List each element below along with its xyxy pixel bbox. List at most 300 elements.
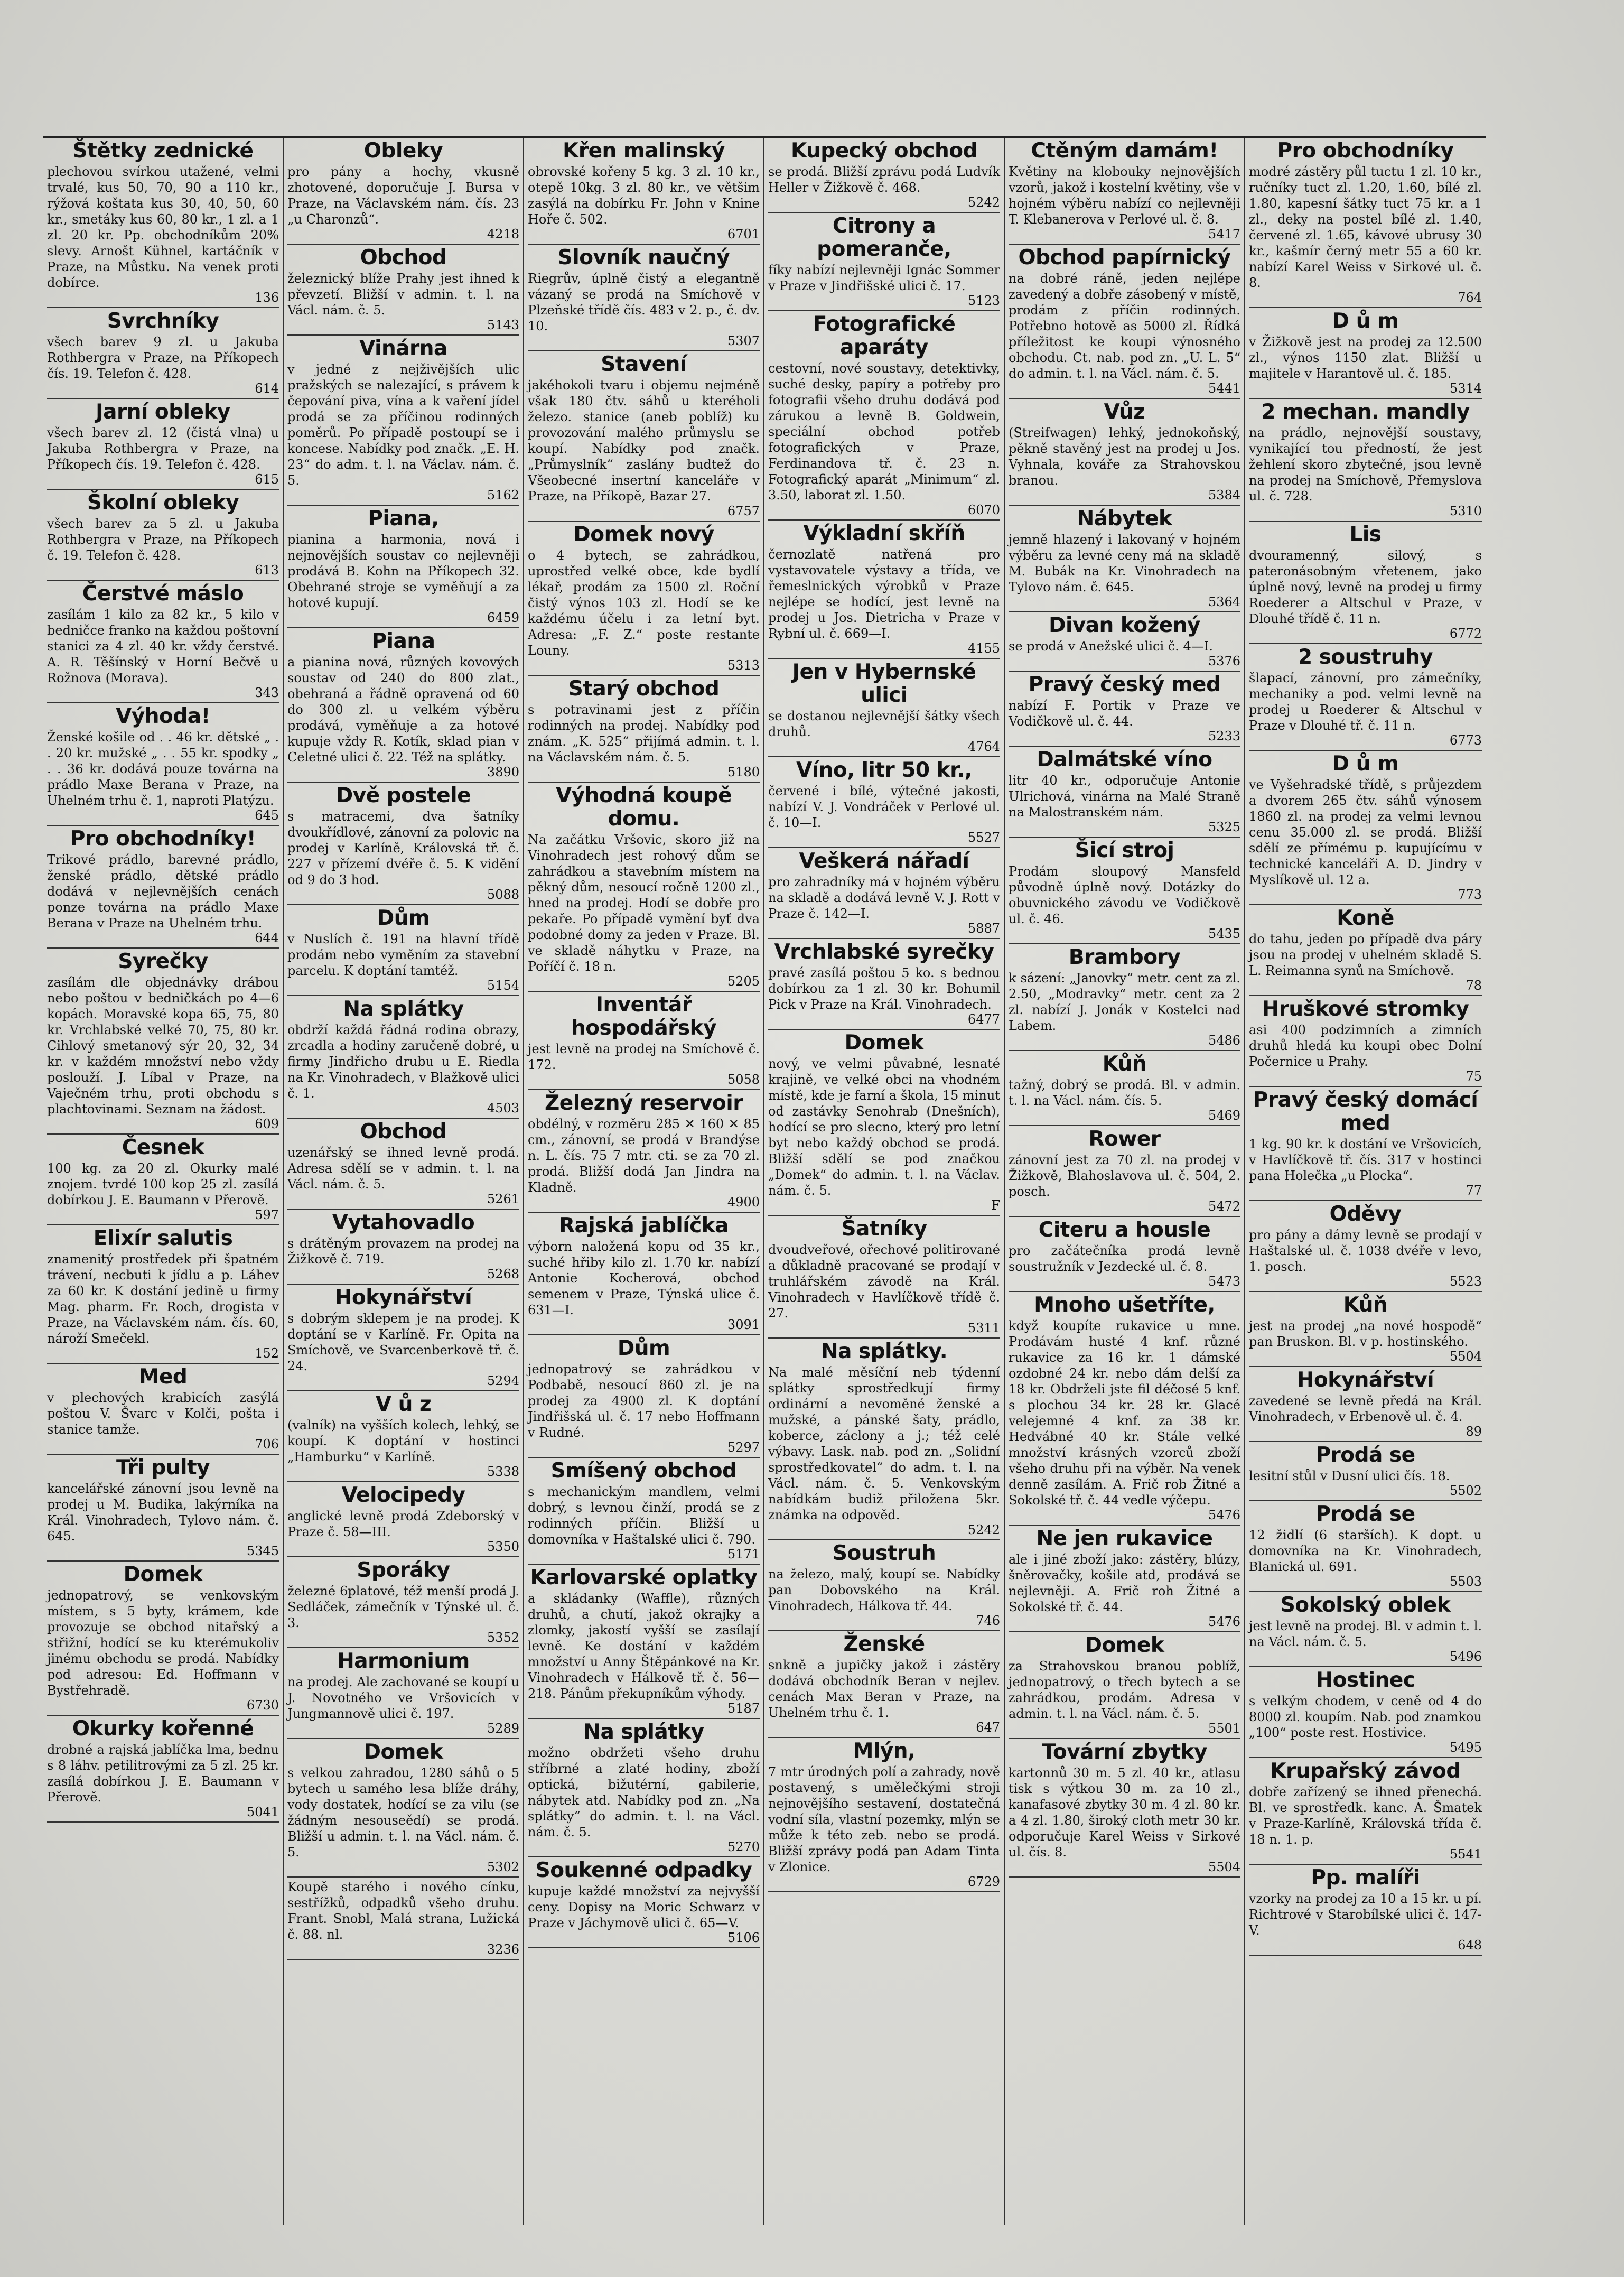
- classified-ad: [528, 1090, 760, 1213]
- ad-text: Ženské košile od . . 46 kr. dětské „ . . 20 kr. mužské „ . . 55 kr. spodky „ . . 36 kr. dodává pouze továrna na prádlo Maxe Berana v Praze, na Uhelném trhu č. 1, naproti Platýzu.: [47, 730, 279, 808]
- ad-heading: Harmonium: [337, 1649, 470, 1673]
- ad-number: 6701: [727, 227, 760, 241]
- classified-ad: [528, 1458, 760, 1565]
- ad-heading: Sokolský oblek: [1280, 1593, 1451, 1617]
- ad-heading: Hokynářství: [334, 1286, 472, 1309]
- ad-text: jest levně na prodej. Bl. v admin t. l. na Václ. nám. č. 5.: [1249, 1619, 1482, 1649]
- ad-text: lesitní stůl v Dusní ulici čís. 18.: [1249, 1469, 1450, 1483]
- classified-ad: [1249, 1501, 1482, 1592]
- ad-heading: Ne jen rukavice: [1036, 1527, 1213, 1550]
- classified-ad: [1009, 1632, 1240, 1739]
- ad-heading: Domek: [363, 1740, 443, 1764]
- ad-text: vzorky na prodej za 10 a 15 kr. u pí. Richtrové v Starobílské ulici č. 147-V.: [1249, 1891, 1482, 1938]
- ad-number: 746: [976, 1613, 1000, 1628]
- classified-ad: [47, 1364, 279, 1455]
- ad-number: 5270: [727, 1839, 760, 1854]
- ad-heading: Obchod papírnický: [1018, 246, 1231, 269]
- ad-text: nabízí F. Portik v Praze ve Vodičkově ul. č. 44.: [1009, 698, 1240, 729]
- classified-ad: [768, 138, 1000, 213]
- classified-ad: [1009, 1292, 1240, 1526]
- ad-text: obrovské kořeny 5 kg. 3 zl. 10 kr., otepě 10kg. 3 zl. 80 kr., ve většim zasýlá na dobírku Fr. John v Knine Hoře č. 502.: [528, 164, 760, 227]
- ad-number: 5496: [1449, 1649, 1482, 1664]
- ad-number: 609: [255, 1117, 279, 1131]
- ad-number: 5302: [487, 1860, 519, 1874]
- ad-text: jednopatrový se zahrádkou v Podbabě, nesoucí 860 zl. je na prodej za 4900 zl. K doptání Jindřišská ul. č. 17 nebo Hoffmann v Rudné.: [528, 1362, 760, 1440]
- ad-text: jemně hlazený i lakovaný v hojném výběru za levné ceny má na skladě M. Bubák na Kr. Vinohradech na Tylovo nám. č. 645.: [1009, 532, 1240, 594]
- ad-text: Na malé měsíční neb týdenní splátky sprostředkují firmy ordinární a nevoměné ženské a mužské, a pánské šaty, prádlo, koberce, záclony a j.; též celé výbavy. Lask. nab. pod zn. „Solidní sprostředkovatel“ do adm. t. l. na Václ. nám. č. 5. Venkovským nabídkám budiž přiložena 5kr. známka na odpověd.: [768, 1365, 1000, 1522]
- ad-text: v Žižkově jest na prodej za 12.500 zl., výnos 1150 zlat. Bližší u majitele v Harantově ul. č. 185.: [1249, 334, 1482, 381]
- ad-text: zavedené se levně předá na Král. Vinohradech, v Erbenově ul. č. 4.: [1249, 1393, 1482, 1424]
- ad-text: šlapací, zánovní, pro zámečníky, mechaniky a pod. velmi levně na prodej u Roederer & Altschul v Praze v Dlouhé tř. č. 11 n.: [1249, 671, 1482, 733]
- ad-heading: Víno, litr 50 kr.,: [796, 758, 972, 782]
- ad-text: s velkou zahradou, 1280 sáhů o 5 bytech u samého lesa blíže dráhy, vody dostatek, hodící se za vilu (se žádným nesouseědí) se prodá. Bližší u admin. t. l. na Václ. nám. č. 5.: [287, 1765, 519, 1860]
- ad-text: jakéhokoli tvaru i objemu nejméně však 180 čtv. sáhů u kteréholi železo. stanice (aneb poblíž) ku provozování malého průmyslu se koupí. Nabídky pod značk. „Průmyslník“ zaslány budtež do Všeobecné insertní kanceláře v Praze, na Příkopě, Bazar 27.: [528, 378, 760, 504]
- ad-heading: Pp. malíři: [1311, 1866, 1420, 1890]
- classified-ad: [768, 1738, 1000, 1892]
- classified-ad: [1249, 996, 1482, 1087]
- ad-text: a skládanky (Waffle), různých druhů, a chutí, jakož okrajky a zlomky, jakostí vyšší se zasílají levně. Ke dostání v každém množství u Anny Štěpánkové na Kr. Vinohradech v Hálkově tř. č. 56—218. Pánům překupníkům výhody.: [528, 1591, 760, 1701]
- ad-text: na prodej. Ale zachované se koupí u J. Novotného ve Vršovicích v Jungmannově ulici č. 197.: [287, 1675, 519, 1721]
- classified-ad: [1249, 1292, 1482, 1367]
- ad-heading: Šicí stroj: [1075, 839, 1174, 862]
- ad-text: pravé zasílá poštou 5 ko. s bednou dobírkou za 1 zl. 30 kr. Bohumil Pick v Praze na Král. Vinohradech.: [768, 965, 1000, 1012]
- ad-number: 5242: [967, 1522, 1000, 1537]
- classified-ad: [1249, 1758, 1482, 1865]
- ad-text: možno obdržeti všeho druhu stříbrné a zlaté hodiny, zboží optická, bižutérní, gabilerie, nábytek atd. Nabídky pod zn. „Na splátky“ do admin. t. l. na Václ. nám. č. 5.: [528, 1745, 760, 1839]
- classified-ad: [528, 138, 760, 245]
- ad-number: 5469: [1208, 1108, 1240, 1123]
- ad-heading: Lis: [1349, 523, 1382, 546]
- ad-number: 5887: [967, 921, 1000, 936]
- ad-number: 5311: [967, 1321, 1000, 1335]
- ad-heading: Tři pulty: [116, 1456, 210, 1480]
- ad-heading: Ctěným damám!: [1031, 139, 1218, 163]
- ad-text: (Streifwagen) lehký, jednokoňský, pěkně stavěný jest na prodej u Jos. Vyhnala, kováře za Strahovskou branou.: [1009, 425, 1240, 488]
- classified-ad: [287, 996, 519, 1119]
- classified-ad: [1249, 1865, 1482, 1956]
- ad-heading: Okurky kořenné: [72, 1717, 254, 1741]
- classified-ad: [1249, 751, 1482, 905]
- ad-text: s dobrým sklepem je na prodej. K doptání se v Karlíně. Fr. Opita na Smíchově, ve Svarcenberkově tř. č. 24.: [287, 1311, 519, 1373]
- ad-number: 647: [976, 1720, 1000, 1735]
- classified-ad: [1249, 138, 1482, 308]
- ad-number: 5338: [487, 1464, 519, 1479]
- ad-text: se prodá v Anežské ulici č. 4—I.: [1009, 639, 1213, 654]
- ad-heading: Domek nový: [573, 523, 714, 546]
- ad-number: 3091: [727, 1317, 760, 1332]
- column-4: [764, 138, 1005, 2225]
- ad-number: 75: [1466, 1069, 1482, 1084]
- ad-text: výborn naložená kopu od 35 kr., suché hřiby kilo zl. 1.70 kr. nabízí Antonie Kocherová, obchod semenem v Praze, Týnská ulice č. 631—I.: [528, 1239, 760, 1317]
- ad-text: černozlatě natřená pro vystavovatele výstavy a třída, ve řemeslnických výrobků v Praze nejlépe se hodící, jest levně na prodej u Jos. Dietricha v Praze v Rybní ul. č. 669—I.: [768, 547, 1000, 641]
- column-5: [1005, 138, 1245, 2225]
- ad-number: 5364: [1208, 594, 1240, 609]
- ad-heading: Velocipedy: [341, 1483, 465, 1507]
- ad-number: 5058: [727, 1072, 760, 1087]
- ad-text: 100 kg. za 20 zl. Okurky malé znojem. tvrdé 100 kop 25 zl. zasílá dobírkou J. E. Baumann v Přerově.: [47, 1161, 279, 1207]
- classified-ad: [1009, 747, 1240, 838]
- ad-text: s drátěným provazem na prodej na Žižkově č. 719.: [287, 1236, 519, 1267]
- ad-number: 6477: [967, 1012, 1000, 1027]
- ad-number: 6070: [967, 503, 1000, 517]
- ad-number: 4155: [967, 641, 1000, 656]
- classified-ad: [1009, 1526, 1240, 1632]
- ad-heading: Železný reservoir: [545, 1091, 743, 1115]
- ad-number: 5523: [1449, 1274, 1482, 1289]
- ad-heading: Rower: [1088, 1127, 1161, 1151]
- ad-text: Květiny na klobouky nejnovějších vzorů, jakož i kostelní květiny, vše v hojném výběru nabízí co nejlevněji T. Klebanerova v Perlové ul. č. 8.: [1009, 164, 1240, 227]
- ad-heading: Kůň: [1343, 1293, 1388, 1317]
- classified-ad: [768, 521, 1000, 659]
- ad-text: plechovou svírkou utažené, velmi trvalé, kus 50, 70, 90 a 110 kr., rýžová koštata kus 30, 40, 50, 60 kr., smetáky kus 60, 80 kr., 1 zl. a 1 zl. 20 kr. Pp. obchodníkům 20% slevy. Arnošt Kühnel, kartáčník v Praze, na Můstku. Na venek proti dobírce.: [47, 164, 279, 290]
- ad-heading: D ů m: [1332, 752, 1399, 776]
- classified-ad: [1249, 1442, 1482, 1501]
- classified-ad: [287, 506, 519, 628]
- ad-heading: Česnek: [122, 1136, 204, 1159]
- ad-heading: Obleky: [363, 139, 443, 163]
- ad-number: 5294: [487, 1373, 519, 1388]
- ad-text: pro pány a dámy levně se prodají v Haštalské ul. č. 1038 dvéře v levo, 1. posch.: [1249, 1228, 1482, 1274]
- ad-text: pro začátečníka prodá levně soustružník v Jezdecké ul. č. 8.: [1009, 1243, 1240, 1274]
- ad-number: 5310: [1449, 504, 1482, 518]
- ad-heading: Výhodná koupě domu.: [555, 784, 732, 831]
- ad-heading: Čerstvé máslo: [82, 582, 244, 606]
- ad-text: znamenitý prostředek při špatném trávení, necbuti k jídlu a p. Láhev za 60 kr. K dostání jedině u firmy Mag. pharm. Fr. Roch, drogista v Praze, na Václavském nám. čís. 60, nároží Smečekl.: [47, 1252, 279, 1346]
- ad-number: 5352: [487, 1630, 519, 1645]
- ad-text: drobné a rajská jablíčka lma, bednu s 8 láhv. petilitrovými za 5 zl. 25 kr. zasílá dobírkou J. E. Baumann v Přerově.: [47, 1742, 279, 1805]
- classified-ad: [768, 757, 1000, 848]
- classified-ad: [1009, 1217, 1240, 1292]
- ad-number: 5345: [246, 1544, 279, 1558]
- ad-text: Riegrův, úplně čistý a elegantně vázaný se prodá na Smíchově v Plzeňské třídě čís. 483 v 2. p., č. dv. 10.: [528, 271, 760, 333]
- ad-text: na prádlo, nejnovější soustavy, vynikající tou předností, že jest žehlení skoro zbytečné, jsou levně na prodej na Smíchově, Přemyslova ul. č. 728.: [1249, 425, 1482, 504]
- ad-number: 3236: [487, 1942, 519, 1957]
- ad-number: 5162: [487, 488, 519, 503]
- ad-number: 5242: [967, 195, 1000, 210]
- classified-ad: [287, 245, 519, 336]
- ad-text: do tahu, jeden po případě dva páry jsou na prodej v uhelném skladě S. L. Reimanna synů na Smíchově.: [1249, 932, 1482, 978]
- ad-text: dvoudveřové, ořechové politirované a důkladně pracované se prodají v truhlářském závodě na Král. Vinohradech v Havlíčkově třídě č. 27.: [768, 1242, 1000, 1321]
- ad-number: 5350: [487, 1539, 519, 1554]
- ad-heading: Jen v Hybernské ulici: [792, 660, 976, 707]
- ad-number: 5106: [727, 1930, 760, 1945]
- ad-text: jest levně na prodej na Smíchově č. 172.: [528, 1042, 760, 1072]
- ad-heading: Slovník naučný: [557, 246, 730, 269]
- ad-number: 5233: [1208, 729, 1240, 743]
- ad-text: litr 40 kr., odporučuje Antonie Ulrichová, vinárna na Malé Straně na Malostranském nám.: [1009, 773, 1240, 820]
- ad-number: 764: [1458, 290, 1482, 305]
- ad-number: 5527: [967, 830, 1000, 845]
- classified-ad: [1249, 399, 1482, 522]
- classified-ad: [47, 308, 279, 399]
- ad-text: kartonnů 30 m. 5 zl. 40 kr., atlasu tisk s výtkou 30 m. za 10 zl., kanafasové zbytky 30 m. 4 zl. 80 kr. a 4 zl. 1.80, široký cloth metr 30 kr. odporučuje Karel Weiss v Sirkové ul. čís. 8.: [1009, 1765, 1240, 1860]
- ad-number: 5376: [1208, 654, 1240, 668]
- ad-number: 5123: [967, 293, 1000, 308]
- classified-ad: [528, 351, 760, 522]
- ad-number: 6773: [1449, 733, 1482, 748]
- ad-number: 5504: [1208, 1860, 1240, 1874]
- ad-number: 5041: [246, 1805, 279, 1819]
- ad-text: tažný, dobrý se prodá. Bl. v admin. t. l. na Václ. nám. čís. 5.: [1009, 1077, 1240, 1108]
- classified-ad: [1009, 138, 1240, 245]
- ad-number: 597: [255, 1207, 279, 1222]
- ad-heading: Dům: [617, 1336, 670, 1360]
- classified-ad: [47, 1455, 279, 1562]
- column-1: [43, 138, 284, 2225]
- classified-ad: [47, 138, 279, 308]
- classified-ad: [287, 783, 519, 905]
- classified-ad: [287, 1557, 519, 1648]
- classified-ad: [47, 1135, 279, 1225]
- ad-number: 645: [255, 808, 279, 823]
- classified-ad: [528, 676, 760, 783]
- classified-ad: [768, 939, 1000, 1030]
- classified-ad: [287, 1119, 519, 1210]
- classified-ad: [768, 1216, 1000, 1339]
- ad-text: anglické levně prodá Zdeborský v Praze č. 58—III.: [287, 1509, 519, 1539]
- ad-heading: Med: [138, 1365, 188, 1389]
- ad-text: dobře zařízený se ihned přenechá. Bl. ve sprostředk. kanc. A. Šmatek v Praze-Karlíně, Královská třída č. 18 n. 1. p.: [1249, 1785, 1482, 1847]
- ad-heading: Fotografické aparáty: [813, 312, 956, 359]
- ad-number: 78: [1466, 978, 1482, 993]
- ad-number: 6459: [487, 610, 519, 625]
- classified-ad: [287, 1739, 519, 1878]
- ad-heading: Sporáky: [357, 1558, 450, 1582]
- ad-text: se dostanou nejlevnější šátky všech druhů.: [768, 709, 1000, 739]
- ad-number: 5504: [1449, 1349, 1482, 1364]
- ad-text: 12 židlí (6 starších). K dopt. u domovníka na Kr. Vinohradech, Blanická ul. 691.: [1249, 1528, 1482, 1574]
- ad-heading: Hruškové stromky: [1262, 997, 1469, 1021]
- classified-ad: [1009, 506, 1240, 612]
- ad-heading: Hostinec: [1315, 1668, 1415, 1692]
- ad-heading: Vůz: [1104, 400, 1145, 424]
- classified-ad: [1009, 1739, 1240, 1878]
- classified-ad: [768, 1030, 1000, 1216]
- ad-heading: Výkladní skříň: [803, 522, 965, 545]
- ad-text: se prodá. Bližší zprávu podá Ludvík Heller v Žižkově č. 468.: [768, 164, 1000, 195]
- ad-number: 4764: [967, 739, 1000, 754]
- classified-ad: [47, 1562, 279, 1716]
- ad-heading: Soukenné odpadky: [535, 1858, 752, 1882]
- classified-ad: [1009, 399, 1240, 506]
- ad-heading: Ženské: [843, 1632, 925, 1656]
- classified-ad: [287, 1210, 519, 1285]
- classified-ad: [1249, 308, 1482, 399]
- ad-number: 152: [255, 1346, 279, 1361]
- column-2: [284, 138, 524, 2225]
- ad-number: 5261: [487, 1192, 519, 1206]
- ad-text: o 4 bytech, se zahrádkou, uprostřed velké obce, kde bydlí lékař, prodám za 1500 zl. Roční čistý výnos 103 zl. Hodí se ke každému účelu i za letní byt. Adresa: „F. Z.“ poste restante Louny.: [528, 548, 760, 658]
- ad-heading: Hokynářství: [1296, 1368, 1434, 1392]
- ad-text: modré zástěry půl tuctu 1 zl. 10 kr., ručníky tuct zl. 1.20, 1.60, bílé zl. 1.80, kapesní šátky tuct 75 kr. a 1 zl., deky na postel bílé zl. 1.40, červené zl. 1.65, kávové ubrusy 30 kr., kašmír černý metr 55 a 60 kr. nabízí Karel Weiss v Sirkové ul. č. 8.: [1249, 164, 1482, 290]
- ad-text: s potravinami jest z příčin rodinných na prodej. Nabídky pod znám. „K. 525“ přijímá admin. t. l. na Václavském nám. č. 5.: [528, 702, 760, 765]
- classified-ad: [47, 1225, 279, 1364]
- classified-ad: [1249, 1367, 1482, 1442]
- ad-text: zasílám 1 kilo za 82 kr., 5 kilo v bedničce franko na každou poštovní stanici za 4 zl. 40 kr. vždy čerstvé. A. R. Těšínský v Horní Bečvě u Rožnova (Morava).: [47, 607, 279, 685]
- classified-ad: [528, 245, 760, 351]
- column-3: [524, 138, 764, 2225]
- ad-text: fíky nabízí nejlevněji Ignác Sommer v Praze v Jindřišské ulici č. 17.: [768, 263, 1000, 293]
- ad-number: 613: [255, 563, 279, 578]
- ad-heading: Starý obchod: [568, 677, 720, 701]
- ad-number: 5314: [1449, 381, 1482, 396]
- ad-text: na dobré ráně, jeden nejlépe zavedený a dobře zásobený v místě, prodám z příčin rodinných. Potřebno hotově as 5000 zl. Řídká příležitost ke koupi výnosného obchodu. Ct. nab. pod zn. „U. L. 5“ do admin. t. l. na Václ. nám. č. 5.: [1009, 271, 1240, 381]
- ad-heading: Elixír salutis: [93, 1226, 233, 1250]
- ad-number: 5486: [1208, 1033, 1240, 1048]
- ad-text: ve Vyšehradské třídě, s průjezdem a dvorem 265 čtv. sáhů výnosem 1860 zl. na prodej za velmi levnou cenu 35.000 zl. se prodá. Bližší sdělí ze přímému p. kupujícímu v technické kanceláři A. D. Jindry v Myslíkově ul. 12 a.: [1249, 777, 1482, 887]
- ad-text: ale i jiné zboží jako: zástěry, blúzy, šněrovačky, košile atd, prodává se nejlevněji. A. Frič roh Žitné a Sokolské tř. č. 44.: [1009, 1552, 1240, 1614]
- ad-number: 5180: [727, 765, 760, 779]
- ad-heading: Vinárna: [359, 337, 447, 360]
- ad-text: s matracemi, dva šatníky dvoukřídlové, zánovní za polovic na prodej v Karlíně, Královská tř. č. 227 v přízemí dvéře č. 5. K vidění od 9 do 3 hod.: [287, 809, 519, 887]
- ad-number: 4503: [487, 1101, 519, 1116]
- ad-text: snkně a jupičky jakož i zástěry dodává obchodník Beran v nejlev. cenách Max Beran v Praze, na Uhelném trhu č. 1.: [768, 1658, 1000, 1720]
- ad-heading: Školní obleky: [87, 491, 239, 515]
- ad-number: 5268: [487, 1267, 519, 1281]
- ad-text: červené i bílé, výtečné jakosti, nabízí V. J. Vondráček v Perlové ul. č. 10—I.: [768, 784, 1000, 830]
- classified-ad: [47, 581, 279, 703]
- ad-heading: Svrchníky: [107, 309, 219, 333]
- ad-heading: Dům: [377, 906, 430, 930]
- ad-heading: Piana,: [368, 507, 439, 531]
- classified-ad: [1249, 1201, 1482, 1292]
- ad-number: 4900: [727, 1195, 760, 1210]
- ad-text: kupuje každé množství za nejvyšší ceny. Dopisy na Moric Schwarz v Praze v Jáchymově ulici č. 65—V.: [528, 1884, 760, 1930]
- classified-ad: [528, 1213, 760, 1335]
- ad-heading: Dalmátské víno: [1037, 748, 1212, 772]
- ad-number: 6757: [727, 504, 760, 518]
- ad-text: když koupíte rukavice u mne. Prodávám husté 4 knf. různé rukavice za 16 kr. 1 dámské ozdobné 24 kr. nebo dám delší za 18 kr. Obdrželi jste fil déčosé 5 knf. s plochou 34 kr. 28 kr. Glacé velejemné 4 knf. za 38 kr. Hedvábné 40 kr. Stále velké množství krásných vzorců zboží všeho druhu při na výběr. Na venek denně zasílám. A. Frič rob Žitné a Sokolské tř. č. 44 vedle výčepu.: [1009, 1318, 1240, 1508]
- ad-text: železné 6platové, též menší prodá J. Sedláček, zámečník v Týnské ul. č. 3.: [287, 1584, 519, 1630]
- ad-heading: Nábytek: [1077, 507, 1172, 531]
- classified-ad: [768, 1540, 1000, 1631]
- ad-number: 5503: [1449, 1574, 1482, 1589]
- ad-heading: Na splátky.: [820, 1340, 948, 1363]
- ad-heading: Dvě postele: [335, 784, 471, 807]
- ad-number: 644: [255, 931, 279, 945]
- ad-number: 136: [255, 290, 279, 305]
- ad-heading: Stavení: [601, 352, 687, 376]
- classified-ad: [1009, 838, 1240, 944]
- ad-heading: Domek: [123, 1563, 203, 1586]
- classified-ad: [1009, 944, 1240, 1051]
- ad-heading: Křen malinský: [563, 139, 725, 163]
- classified-ad: [768, 659, 1000, 757]
- ad-number: 614: [255, 381, 279, 396]
- ad-text: s mechanickým mandlem, velmi dobrý, s levnou činží, prodá se z rodinných příčin. Bližší u domovníka v Haštalské ulici č. 790.: [528, 1484, 760, 1547]
- ad-text: uzenářský se ihned levně prodá. Adresa sdělí se v admin. t. l. na Václ. nám. č. 5.: [287, 1145, 519, 1192]
- ad-heading: Kůň: [1102, 1052, 1147, 1076]
- ad-number: 343: [255, 685, 279, 700]
- classified-ad: [287, 1285, 519, 1391]
- ad-number: 5476: [1208, 1614, 1240, 1629]
- ad-heading: Tovární zbytky: [1042, 1740, 1207, 1764]
- ad-heading: Pro obchodníky: [1277, 139, 1454, 163]
- ad-heading: Syrečky: [118, 950, 208, 973]
- ad-heading: Obchod: [360, 1120, 447, 1144]
- ad-number: 6729: [967, 1874, 1000, 1889]
- ad-number: 5495: [1449, 1740, 1482, 1755]
- ad-heading: Oděvy: [1329, 1202, 1402, 1226]
- ad-text: obdrží každá řádná rodina obrazy, zrcadla a hodiny zaručeně dobré, u firmy Jindřicho drubu u E. Riedla na Kr. Vinohradech, v Blažkově ulici č. 1.: [287, 1023, 519, 1101]
- ad-heading: Štětky zednické: [72, 139, 254, 163]
- ad-heading: Na splátky: [583, 1720, 704, 1744]
- ad-number: 5435: [1208, 926, 1240, 941]
- ad-number: 4218: [487, 227, 519, 241]
- ad-number: 5187: [727, 1701, 760, 1716]
- ad-text: Na začátku Vršovic, skoro již na Vinohradech jest rohový dům se zahrádkou a stavebním místem na pěkný dům, nesoucí ročně 1200 zl., hned na prodej. Hodí se dobře pro pekaře. Po případě vymění byť dva podobné domy za jeden v Praze. Bl. ve skladě náhytku v Praze, na Poříčí č. 18 n.: [528, 832, 760, 974]
- ad-text: v Nuslích č. 191 na hlavní třídě prodám nebo vyměním za stavební parcelu. K doptání tamtéž.: [287, 932, 519, 978]
- ad-number: 5417: [1208, 227, 1240, 241]
- classified-ad: [768, 848, 1000, 939]
- classified-ad: [768, 1339, 1000, 1540]
- column-6: [1245, 138, 1486, 2225]
- ad-number: 89: [1466, 1424, 1482, 1439]
- ad-text: všech barev za 5 zl. u Jakuba Rothbergra v Praze, na Příkopech č. 19. Telefon č. 428.: [47, 516, 279, 563]
- ad-heading: Pravý český domácí med: [1253, 1088, 1478, 1135]
- classified-ad: [1009, 612, 1240, 672]
- ad-number: 5143: [487, 318, 519, 332]
- classified-ad: [47, 703, 279, 826]
- ad-heading: Vrchlabské syrečky: [774, 940, 994, 964]
- ad-text: na železo, malý, koupí se. Nabídky pan Dobovského na Král. Vinohradech, Hálkova tř. 44.: [768, 1567, 1000, 1613]
- ad-heading: Citrony a pomeranče,: [817, 214, 951, 261]
- ad-number: 5472: [1208, 1199, 1240, 1214]
- ad-heading: Jarní obleky: [96, 400, 230, 424]
- ad-text: obdélný, v rozměru 285 ✕ 160 ✕ 85 cm., zánovní, se prodá v Brandýse n. L. čís. 75 7 mtr. cti. se za 70 zl. prodá. Bližší dodá Jan Jindra na Kladně.: [528, 1117, 760, 1195]
- ad-number: 5476: [1208, 1508, 1240, 1522]
- ad-text: Koupě starého i nového cínku, sestřížků, odpadků všeho druhu. Frant. Snobl, Malá strana, Lužická č. 88. nl.: [287, 1880, 519, 1942]
- classified-ad: [1249, 1667, 1482, 1758]
- classified-ad: [287, 336, 519, 506]
- classified-ad: [287, 1482, 519, 1557]
- ad-number: 6772: [1449, 626, 1482, 641]
- ad-heading: D ů m: [1332, 309, 1399, 333]
- classified-ad: [528, 1719, 760, 1857]
- ad-text: s velkým chodem, v ceně od 4 do 8000 zl. koupím. Nab. pod znamkou „100“ poste rest. Hostivice.: [1249, 1694, 1482, 1740]
- ad-heading: Na splátky: [343, 997, 464, 1021]
- ad-text: železnický blíže Prahy jest ihned k převzetí. Bližší v admin. t. l. na Václ. nám. č. 5.: [287, 271, 519, 318]
- ad-heading: Domek: [1085, 1633, 1164, 1657]
- classified-ad: [768, 213, 1000, 311]
- ad-heading: Piana: [371, 629, 435, 653]
- ad-text: všech barev 9 zl. u Jakuba Rothbergra v Praze, na Příkopech čís. 19. Telefon č. 428.: [47, 334, 279, 381]
- ad-text: zánovní jest za 70 zl. na prodej v Žižkově, Blahoslavova ul. č. 504, 2. posch.: [1009, 1153, 1240, 1199]
- ad-text: cestovní, nové soustavy, detektivky, suché desky, papíry a potřeby pro fotografii všeho druhu dodává pod zárukou a levně B. Goldwein, speciální obchod potřeb fotografických v Praze, Ferdinandova tř. č. 23 n. Fotografický aparát „Minimum“ zl. 3.50, laborat zl. 1.50.: [768, 361, 1000, 503]
- ad-heading: Citeru a housle: [1038, 1218, 1211, 1242]
- classified-ad: [528, 992, 760, 1090]
- ad-number: 5171: [727, 1547, 760, 1562]
- ad-text: pro zahradníky má v hojném výběru na skladě a dodává levně V. J. Rott v Praze č. 142—I.: [768, 875, 1000, 921]
- ad-number: 3890: [487, 765, 519, 779]
- ad-number: 5502: [1449, 1483, 1482, 1498]
- classified-ad: [1009, 1051, 1240, 1126]
- ad-heading: Kupecký obchod: [790, 139, 978, 163]
- ad-text: 7 mtr úrodných polí a zahrady, nově postavený, s umělečkými stroji nejnovějšího sestavení, dostatečná vodní síla, vlastní pozemky, mlýn se může k této zeb. nebo se prodá. Bližší zprávy podá pan Adam Tinta v Zlonice.: [768, 1764, 1000, 1874]
- ad-number: 5154: [487, 978, 519, 993]
- ad-number: 773: [1458, 887, 1482, 902]
- ad-text: nový, ve velmi půvabné, lesnaté krajině, ve velké obci na vhodném místě, kde je farní a škola, 15 minut od zastávky Senohrab (Dnešních), hodící se pro slecno, který pro letní byt nebo každý obchod se prodá. Bližší sdělí se pod značkou „Domek“ do admin. t. l. na Václav. nám. č. 5.: [768, 1056, 1000, 1198]
- ad-heading: Krupařský závod: [1270, 1759, 1461, 1783]
- classified-columns: [43, 136, 1486, 2225]
- ad-text: asi 400 podzimních a zimních druhů hledá ku koupi obec Dolní Počernice u Prahy.: [1249, 1023, 1482, 1069]
- ad-text: jest na prodej „na nové hospodě“ pan Bruskon. Bl. v p. hostinského.: [1249, 1318, 1482, 1349]
- ad-number: 5501: [1208, 1721, 1240, 1736]
- ad-number: 5473: [1208, 1274, 1240, 1289]
- classified-ad: [1009, 1126, 1240, 1217]
- ad-text: kancelářské zánovní jsou levně na prodej u M. Budika, lakýrníka na Král. Vinohradech, Tylovo nám. č. 645.: [47, 1481, 279, 1544]
- classified-ad: [47, 949, 279, 1135]
